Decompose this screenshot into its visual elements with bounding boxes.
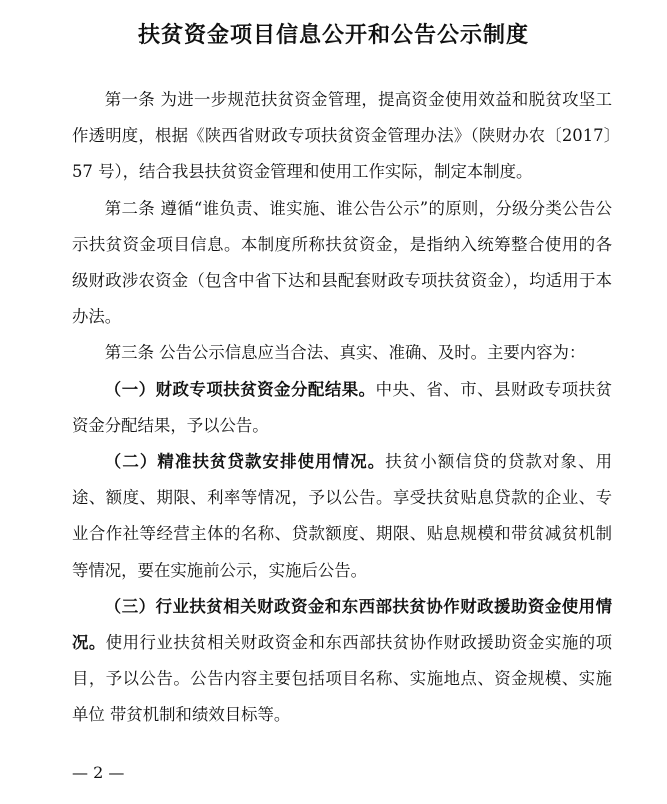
article-1-text: 第一条 为进一步规范扶贫资金管理，提高资金使用效益和脱贫攻坚工作透明度，根据《陕西省财政专项扶贫资金管理办法》（陕财办农〔2017〕57 号），结合我县扶贫资金管理和使用工作实际，制定本制度。 [72,90,612,182]
item-1-text: 中央、省、市、县财政专项扶贫资金分配结果，予以公告。 [72,379,613,435]
article-3-text: 第三条 公告公示信息应当合法、真实、准确、及时。主要内容为： [104,343,586,363]
article-2 [72,191,612,336]
page-number: — 2 — [72,763,125,782]
article-2-text: 第二条 遵循“谁负责、谁实施、谁公告公示”的原则，分级分类公告公示扶贫资金项目信息。本制度所称扶贫资金，是指纳入统筹整合使用的各级财政涉农资金（包含中省下达和县配套财政专项扶贫资金），均适用于本办法。 [72,198,612,327]
item-2-heading: （二）精准扶贫贷款安排使用情况。 [104,452,386,472]
document-title: 扶贫资金项目信息公开和公告公示制度 [137,23,529,48]
item-2-text: 扶贫小额信贷的贷款对象、用途、额度、期限、利率等情况，予以公告。享受扶贫贴息贷款的企业、专业合作社等经营主体的名称、贷款额度、期限、贴息规模和带贫减贫机制等情况，要在实施前公示，实施后公告。 [72,452,613,580]
article-1 [72,82,612,191]
item-3-heading: （三）行业扶贫相关财政资金和东西部扶贫协作财政援助资金使用情况。 [72,596,612,653]
document-body [72,82,612,734]
article-3 [72,335,612,371]
item-1-heading: （一）财政专项扶贫资金分配结果。 [104,379,376,399]
item-1 [72,372,612,444]
item-3 [72,589,612,734]
item-2 [72,444,612,589]
item-3-text: 使用行业扶贫相关财政资金和东西部扶贫协作财政援助资金实施的项目，予以公告。公告内容主要包括项目名称、实施地点、资金规模、实施单位 带贫机制和绩效目标等。 [72,633,612,725]
